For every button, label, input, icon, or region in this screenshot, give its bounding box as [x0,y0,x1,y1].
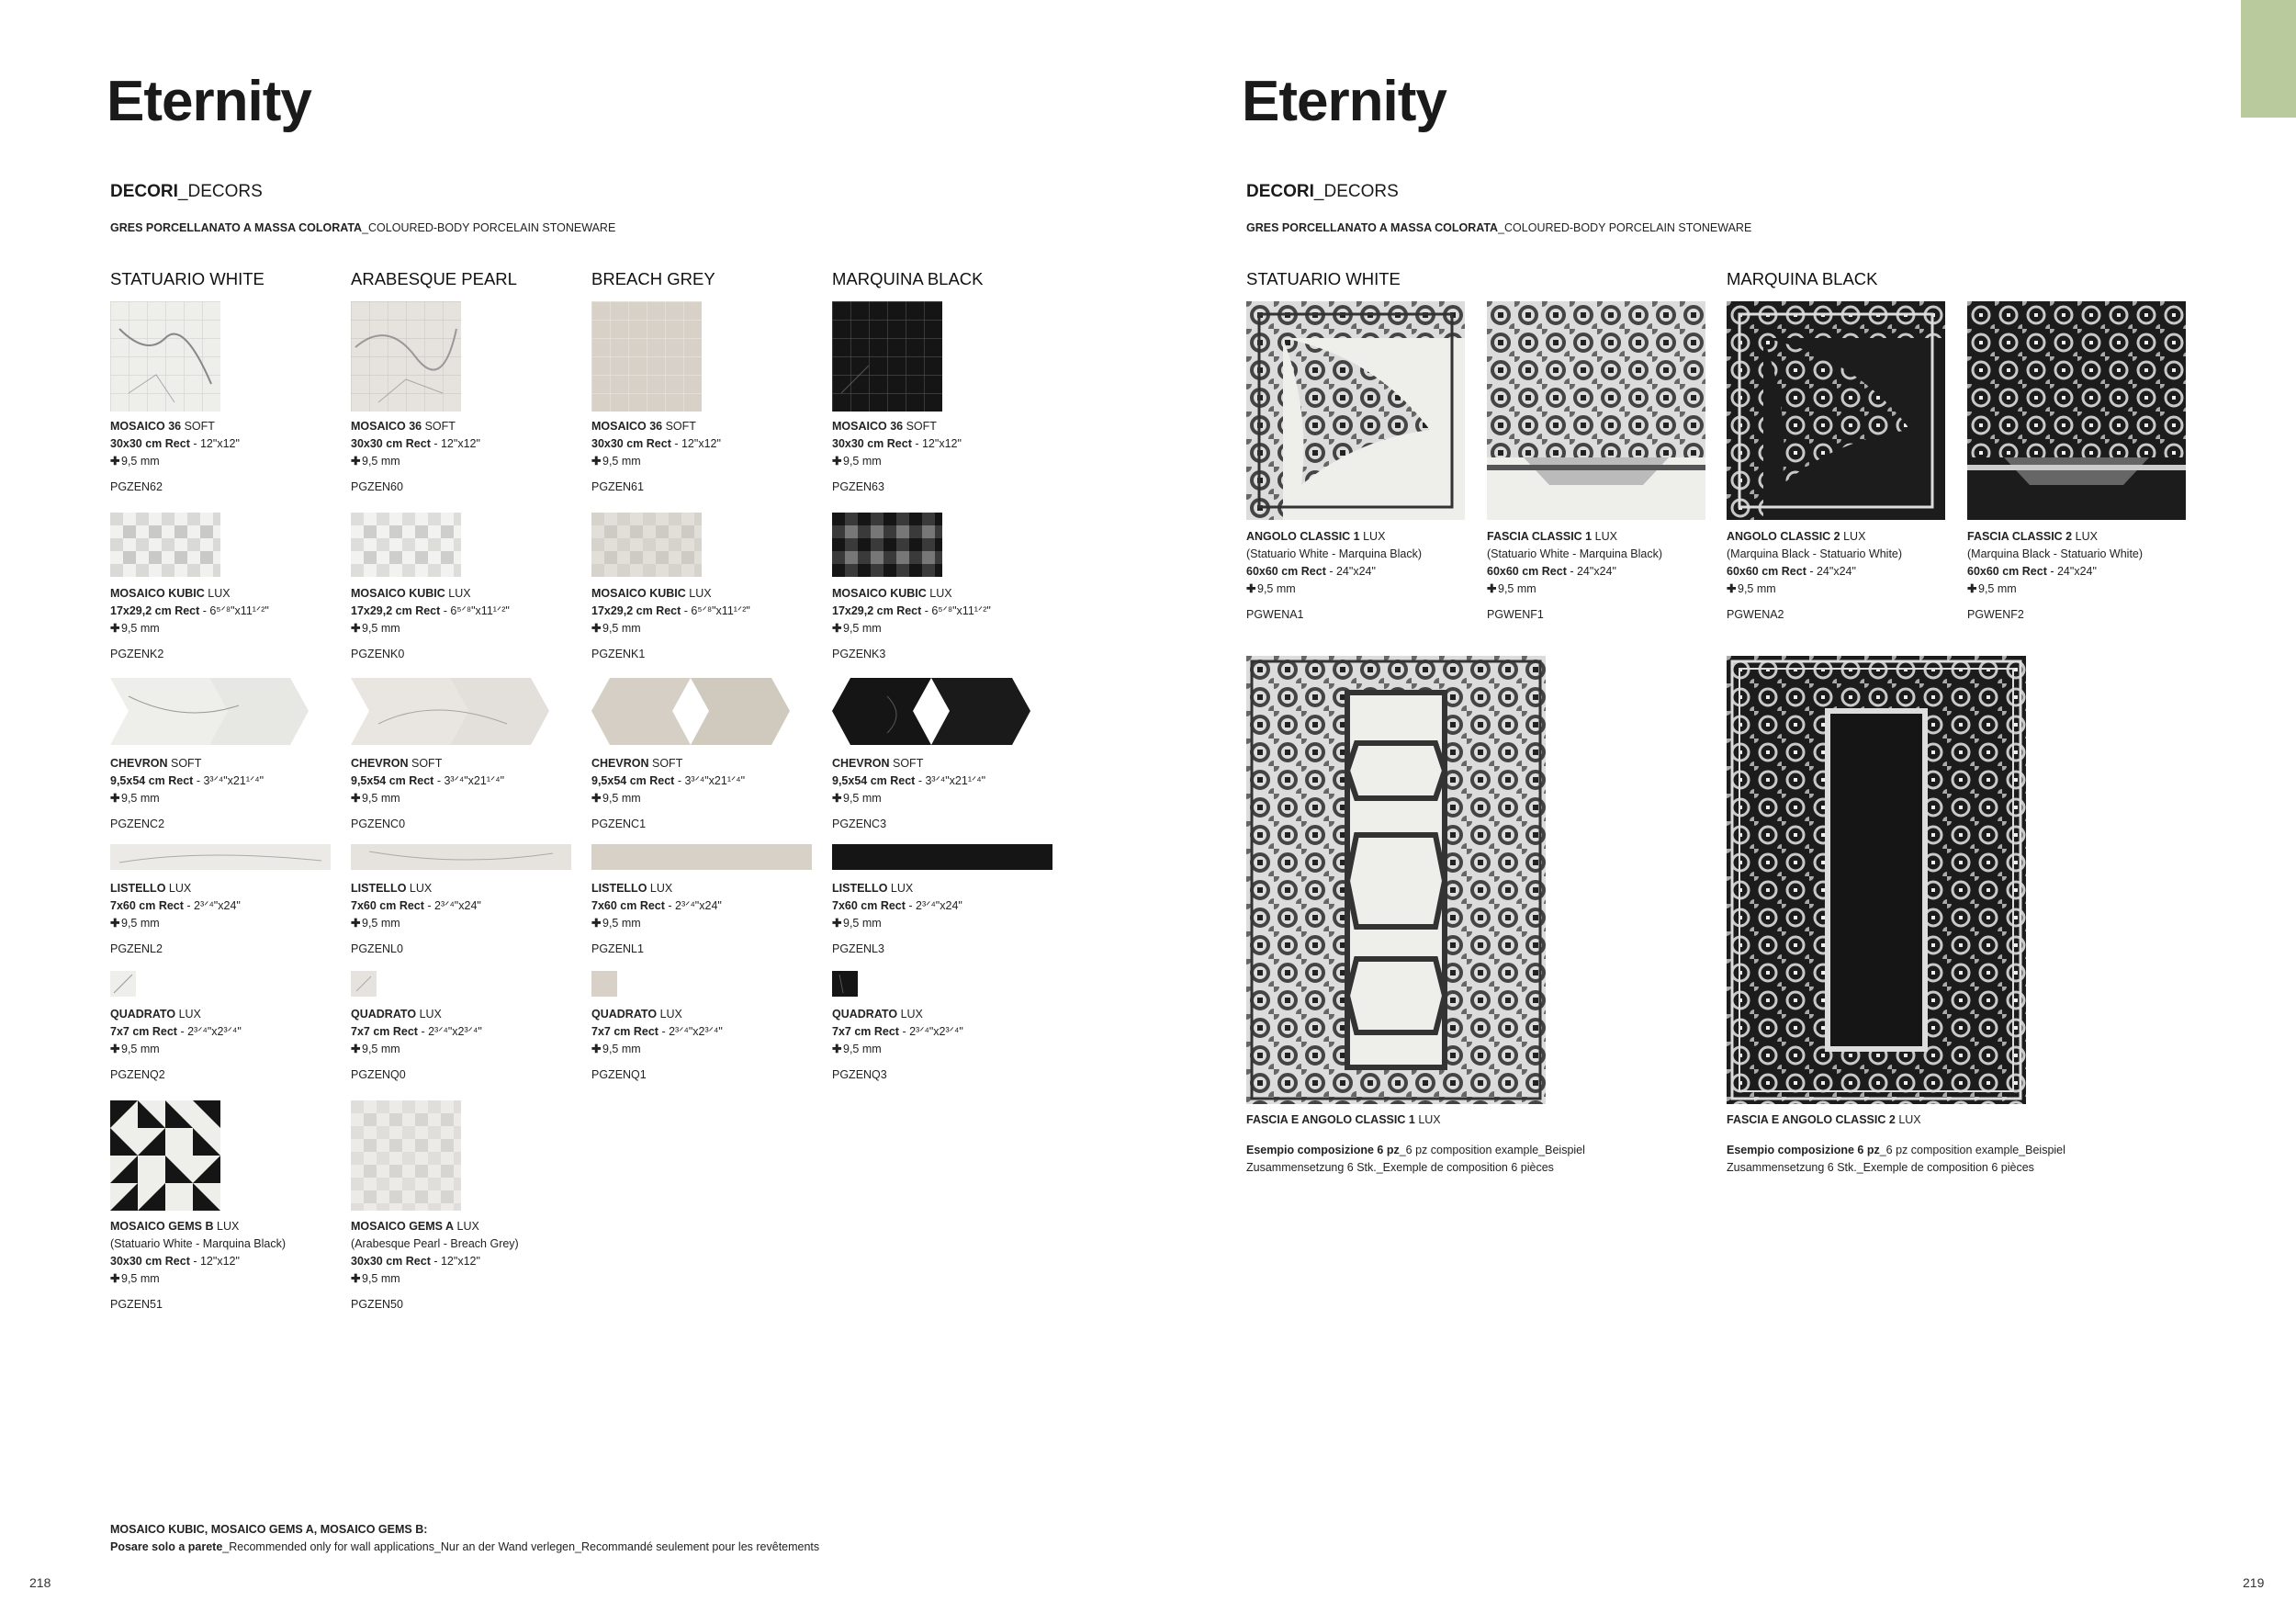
mosaico-kubic-tile-image [591,513,702,577]
chevron-tile-image [110,678,309,745]
product-info: CHEVRON SOFT 9,5x54 cm Rect - 3³ᐟ⁴"x21¹ᐟ⁴" ✚ 9,5 mm PGZENC2 [110,757,264,830]
product-info: MOSAICO 36 SOFT 30x30 cm Rect - 12"x12" ✚ 9,5 mm PGZEN61 [591,420,721,493]
composition-classic-2-image [1727,656,2026,1104]
product-info: LISTELLO LUX 7x60 cm Rect - 2³ᐟ⁴"x24" ✚ 9,5 mm PGZENL2 [110,882,241,955]
subtitle-right: GRES PORCELLANATO A MASSA COLORATA_COLOURED-BODY PORCELAIN STONEWARE [1246,221,1752,234]
thickness-icon: ✚ [591,792,602,805]
product-info: ANGOLO CLASSIC 2 LUX (Marquina Black - Statuario White) 60x60 cm Rect - 24"x24" ✚ 9,5 mm PGWENA2 [1727,530,1903,621]
thickness-icon: ✚ [1246,582,1256,595]
mosaico-36-tile-image [351,301,461,412]
wall-application-note: MOSAICO KUBIC, MOSAICO GEMS A, MOSAICO GEMS B: Posare solo a parete_Recommended only for wall applications_Nur an der Wand verlegen_Recommandé seulement pour les revêtements [110,1523,820,1553]
thickness-icon: ✚ [1487,582,1497,595]
product-info: MOSAICO 36 SOFT 30x30 cm Rect - 12"x12" ✚ 9,5 mm PGZEN62 [110,420,240,493]
product-info: LISTELLO LUX 7x60 cm Rect - 2³ᐟ⁴"x24" ✚ 9,5 mm PGZENL3 [832,882,962,955]
thickness-icon: ✚ [591,455,602,468]
product-info: QUADRATO LUX 7x7 cm Rect - 2³ᐟ⁴"x2³ᐟ⁴" ✚ 9,5 mm PGZENQ1 [591,1008,723,1081]
thickness-icon: ✚ [832,455,842,468]
thickness-icon: ✚ [591,1043,602,1055]
composition-caption: FASCIA E ANGOLO CLASSIC 2 LUX Esempio composizione 6 pz_6 pz composition example_Beispiel Zusammensetzung 6 Stk._Exemple de composition 6 pièces [1727,1113,2065,1174]
chevron-tile-image [832,678,1030,745]
mosaico-36-tile-image [110,301,220,412]
mosaico-gems-a-tile-image [351,1100,461,1211]
mosaico-gems-b-tile-image [110,1100,220,1211]
product-info: CHEVRON SOFT 9,5x54 cm Rect - 3³ᐟ⁴"x21¹ᐟ⁴" ✚ 9,5 mm PGZENC0 [351,757,505,830]
column-header: MARQUINA BLACK [1727,269,1878,288]
composition-classic-1-image [1246,656,1546,1104]
mosaico-36-tile-image [591,301,702,412]
thickness-icon: ✚ [110,622,120,635]
product-info: CHEVRON SOFT 9,5x54 cm Rect - 3³ᐟ⁴"x21¹ᐟ⁴" ✚ 9,5 mm PGZENC1 [591,757,746,830]
page-number-right: 219 [2243,1575,2265,1590]
mosaico-kubic-tile-image [832,513,942,577]
thickness-icon: ✚ [351,792,361,805]
product-info: QUADRATO LUX 7x7 cm Rect - 2³ᐟ⁴"x2³ᐟ⁴" ✚ 9,5 mm PGZENQ3 [832,1008,963,1081]
product-info: MOSAICO GEMS B LUX (Statuario White - Marquina Black) 30x30 cm Rect - 12"x12" ✚ 9,5 mm PGZEN51 [110,1220,287,1311]
column-header: BREACH GREY [591,269,715,288]
product-info: LISTELLO LUX 7x60 cm Rect - 2³ᐟ⁴"x24" ✚ 9,5 mm PGZENL1 [591,882,722,955]
thickness-icon: ✚ [110,1272,120,1285]
angolo-classic-1-tile-image [1246,301,1465,520]
product-info: MOSAICO 36 SOFT 30x30 cm Rect - 12"x12" ✚ 9,5 mm PGZEN60 [351,420,480,493]
quadrato-tile-image [591,971,617,997]
thickness-icon: ✚ [110,455,120,468]
mosaico-kubic-tile-image [110,513,220,577]
thickness-icon: ✚ [351,455,361,468]
product-info: QUADRATO LUX 7x7 cm Rect - 2³ᐟ⁴"x2³ᐟ⁴" ✚ 9,5 mm PGZENQ0 [351,1008,482,1081]
thickness-icon: ✚ [110,1043,120,1055]
product-info: MOSAICO KUBIC LUX 17x29,2 cm Rect - 6⁵ᐟ⁸"x11¹ᐟ²" ✚ 9,5 mm PGZENK1 [591,587,750,660]
angolo-classic-2-tile-image [1727,301,1945,520]
thickness-icon: ✚ [832,792,842,805]
mosaico-36-tile-image [832,301,942,412]
product-info: MOSAICO KUBIC LUX 17x29,2 cm Rect - 6⁵ᐟ⁸"x11¹ᐟ²" ✚ 9,5 mm PGZENK2 [110,587,269,660]
section-color-tab [2241,0,2296,118]
page-title-right: Eternity [1242,70,1446,133]
column-header: STATUARIO WHITE [1246,269,1401,288]
quadrato-tile-image [110,971,136,997]
column-header: ARABESQUE PEARL [351,269,517,288]
thickness-icon: ✚ [351,1043,361,1055]
thickness-icon: ✚ [591,622,602,635]
product-info: ANGOLO CLASSIC 1 LUX (Statuario White - Marquina Black) 60x60 cm Rect - 24"x24" ✚ 9,5 mm PGWENA1 [1246,530,1423,621]
column-header: STATUARIO WHITE [110,269,264,288]
column-header: MARQUINA BLACK [832,269,984,288]
thickness-icon: ✚ [351,622,361,635]
product-info: QUADRATO LUX 7x7 cm Rect - 2³ᐟ⁴"x2³ᐟ⁴" ✚ 9,5 mm PGZENQ2 [110,1008,242,1081]
thickness-icon: ✚ [832,917,842,930]
thickness-icon: ✚ [1967,582,1977,595]
thickness-icon: ✚ [1727,582,1737,595]
product-info: CHEVRON SOFT 9,5x54 cm Rect - 3³ᐟ⁴"x21¹ᐟ⁴" ✚ 9,5 mm PGZENC3 [832,757,986,830]
thickness-icon: ✚ [832,622,842,635]
quadrato-tile-image [351,971,377,997]
subtitle-left: GRES PORCELLANATO A MASSA COLORATA_COLOURED-BODY PORCELAIN STONEWARE [110,221,616,234]
product-info: MOSAICO GEMS A LUX (Arabesque Pearl - Breach Grey) 30x30 cm Rect - 12"x12" ✚ 9,5 mm PGZEN50 [351,1220,519,1311]
page-number-left: 218 [29,1575,51,1590]
listello-tile-image [351,844,571,870]
listello-tile-image [832,844,1052,870]
listello-tile-image [110,844,331,870]
product-info: LISTELLO LUX 7x60 cm Rect - 2³ᐟ⁴"x24" ✚ 9,5 mm PGZENL0 [351,882,481,955]
product-info: FASCIA CLASSIC 2 LUX (Marquina Black - Statuario White) 60x60 cm Rect - 24"x24" ✚ 9,5 mm PGWENF2 [1967,530,2144,621]
section-heading-left: DECORI_DECORS [110,182,263,201]
listello-tile-image [591,844,812,870]
fascia-classic-1-tile-image [1487,301,1705,520]
thickness-icon: ✚ [832,1043,842,1055]
thickness-icon: ✚ [351,1272,361,1285]
mosaico-kubic-tile-image [351,513,461,577]
quadrato-tile-image [832,971,858,997]
fascia-classic-2-tile-image [1967,301,2186,520]
product-info: MOSAICO 36 SOFT 30x30 cm Rect - 12"x12" ✚ 9,5 mm PGZEN63 [832,420,962,493]
chevron-tile-image [591,678,790,745]
chevron-tile-image [351,678,549,745]
page-title-left: Eternity [107,70,311,133]
product-info: MOSAICO KUBIC LUX 17x29,2 cm Rect - 6⁵ᐟ⁸"x11¹ᐟ²" ✚ 9,5 mm PGZENK0 [351,587,510,660]
product-info: FASCIA CLASSIC 1 LUX (Statuario White - Marquina Black) 60x60 cm Rect - 24"x24" ✚ 9,5 mm PGWENF1 [1487,530,1663,621]
thickness-icon: ✚ [110,917,120,930]
product-info: MOSAICO KUBIC LUX 17x29,2 cm Rect - 6⁵ᐟ⁸"x11¹ᐟ²" ✚ 9,5 mm PGZENK3 [832,587,991,660]
composition-caption: FASCIA E ANGOLO CLASSIC 1 LUX Esempio composizione 6 pz_6 pz composition example_Beispiel Zusammensetzung 6 Stk._Exemple de composition 6 pièces [1246,1113,1585,1174]
thickness-icon: ✚ [591,917,602,930]
section-heading-right: DECORI_DECORS [1246,182,1399,201]
thickness-icon: ✚ [351,917,361,930]
thickness-icon: ✚ [110,792,120,805]
